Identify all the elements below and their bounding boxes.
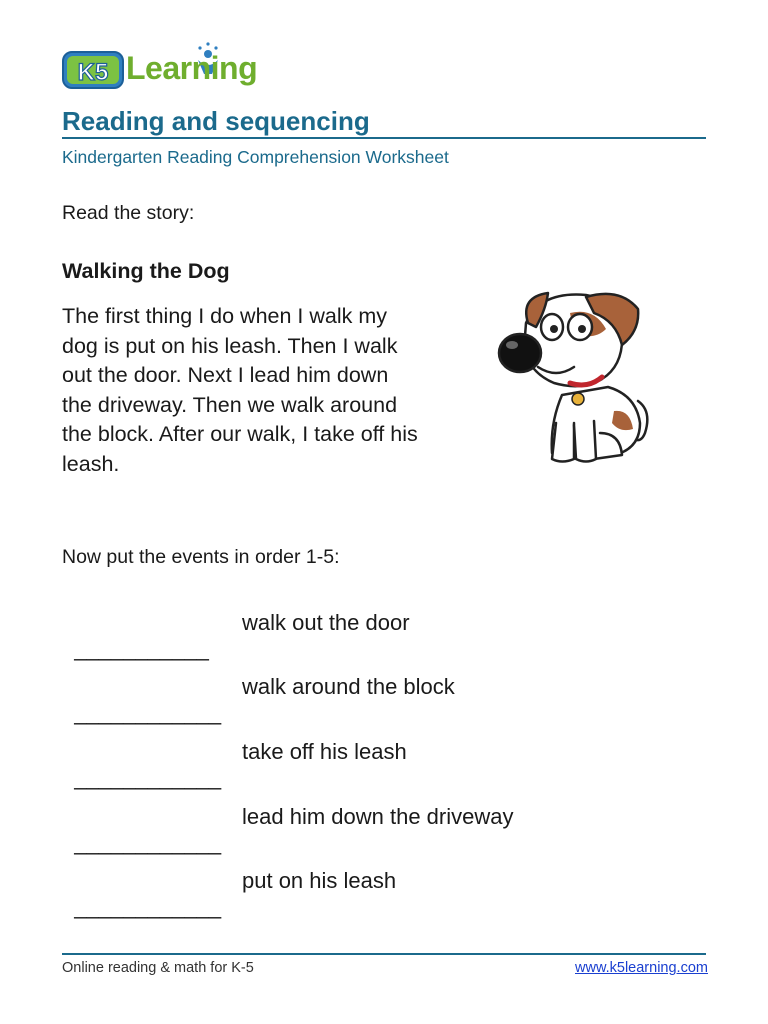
answer-blank[interactable]: ____________ bbox=[74, 765, 222, 790]
event-text: put on his leash bbox=[242, 868, 397, 893]
story-line: out the door. Next I lead him down bbox=[62, 363, 389, 387]
event-text: take off his leash bbox=[242, 739, 407, 764]
event-text: walk around the block bbox=[242, 674, 455, 699]
story-instruction: Read the story: bbox=[62, 202, 195, 224]
story-line: dog is put on his leash. Then I walk bbox=[62, 333, 398, 358]
order-prompt: Now put the events in order 1-5: bbox=[62, 546, 340, 568]
logo-wordmark: Learning bbox=[126, 50, 258, 86]
story-line: the driveway. Then we walk around bbox=[62, 392, 398, 417]
dog-icon bbox=[490, 283, 660, 468]
story-body bbox=[62, 302, 492, 479]
footer-tagline: Online reading & math for K-5 bbox=[62, 960, 254, 976]
footer-website-link[interactable]: www.k5learning.com bbox=[575, 960, 708, 976]
answer-blank[interactable]: ____________ bbox=[74, 830, 222, 855]
answer-blank[interactable]: ____________ bbox=[74, 894, 222, 919]
story-line: the block. After our walk, I take off his bbox=[62, 422, 418, 446]
event-text: walk out the door bbox=[242, 610, 410, 635]
story-line: leash. bbox=[62, 451, 120, 476]
page-title: Reading and sequencing bbox=[62, 106, 370, 136]
event-text: lead him down the driveway bbox=[242, 804, 514, 829]
story-line: The first thing I do when I walk my bbox=[62, 304, 388, 328]
story-title: Walking the Dog bbox=[62, 259, 230, 283]
answer-blank[interactable]: ____________ bbox=[74, 700, 222, 725]
event-row bbox=[62, 868, 397, 946]
footer-divider bbox=[62, 953, 706, 955]
title-divider bbox=[62, 137, 706, 139]
page-subtitle: Kindergarten Reading Comprehension Worksheet bbox=[62, 147, 449, 167]
logo-badge-text: K5 bbox=[77, 59, 109, 86]
answer-blank[interactable]: ___________ bbox=[74, 636, 209, 661]
